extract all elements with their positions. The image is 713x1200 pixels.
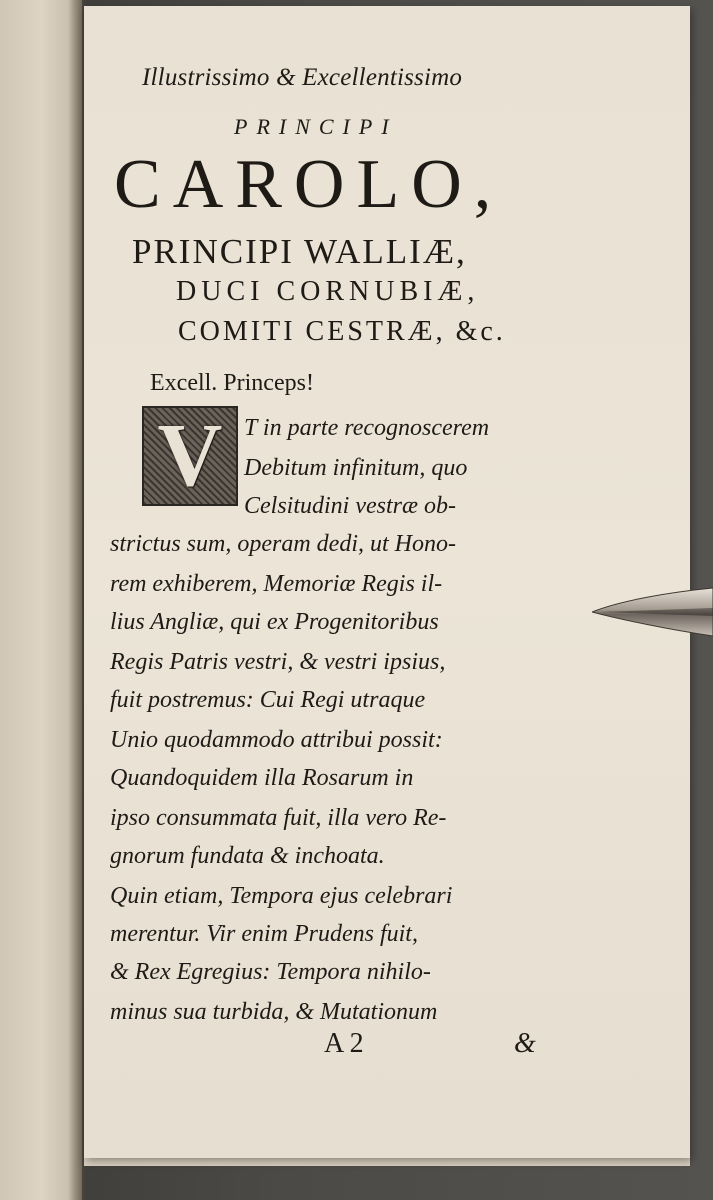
body-line: Unio quodammodo attribui possit: <box>110 727 443 753</box>
pointer-tool <box>592 584 713 640</box>
heading-line-4: PRINCIPI WALLIÆ, <box>132 232 467 271</box>
body-line: minus sua turbida, & Mutationum <box>110 999 438 1025</box>
body-line: ipso consummata fuit, illa vero Re- <box>110 805 447 831</box>
heading-line-2: PRINCIPI <box>234 114 398 139</box>
salutation: Excell. Princeps! <box>150 370 314 396</box>
heading-line-5: DUCI CORNUBIÆ, <box>176 276 480 307</box>
body-line: Quandoquidem illa Rosarum in <box>110 765 414 791</box>
catchword: & <box>514 1028 536 1059</box>
heading-line-1: Illustrissimo & Excellentissimo <box>142 64 463 91</box>
book-page <box>84 6 690 1158</box>
heading-name: CAROLO, <box>114 146 504 223</box>
body-line: T in parte recognoscerem <box>244 415 490 441</box>
body-line: strictus sum, operam dedi, ut Hono- <box>110 531 456 557</box>
signature-mark: A 2 <box>324 1028 364 1059</box>
body-line: & Rex Egregius: Tempora nihilo- <box>110 959 431 985</box>
body-line: fuit postremus: Cui Regi utraque <box>110 687 426 713</box>
body-line: Celsitudini vestræ ob- <box>244 493 456 519</box>
heading-line-6: COMITI CESTRÆ, &c. <box>178 316 506 347</box>
decorated-initial <box>142 406 238 506</box>
page-bottom-edge <box>84 1158 690 1166</box>
body-line: Regis Patris vestri, & vestri ipsius, <box>110 649 446 675</box>
body-line: lius Angliæ, qui ex Progenitoribus <box>110 609 439 635</box>
initial-letter: V <box>157 406 223 505</box>
body-line: gnorum fundata & inchoata. <box>110 843 385 869</box>
body-line: rem exhiberem, Memoriæ Regis il- <box>110 571 443 597</box>
body-line: merentur. Vir enim Prudens fuit, <box>110 921 418 947</box>
body-line: Debitum infinitum, quo <box>244 455 468 481</box>
body-line: Quin etiam, Tempora ejus celebrari <box>110 883 453 909</box>
